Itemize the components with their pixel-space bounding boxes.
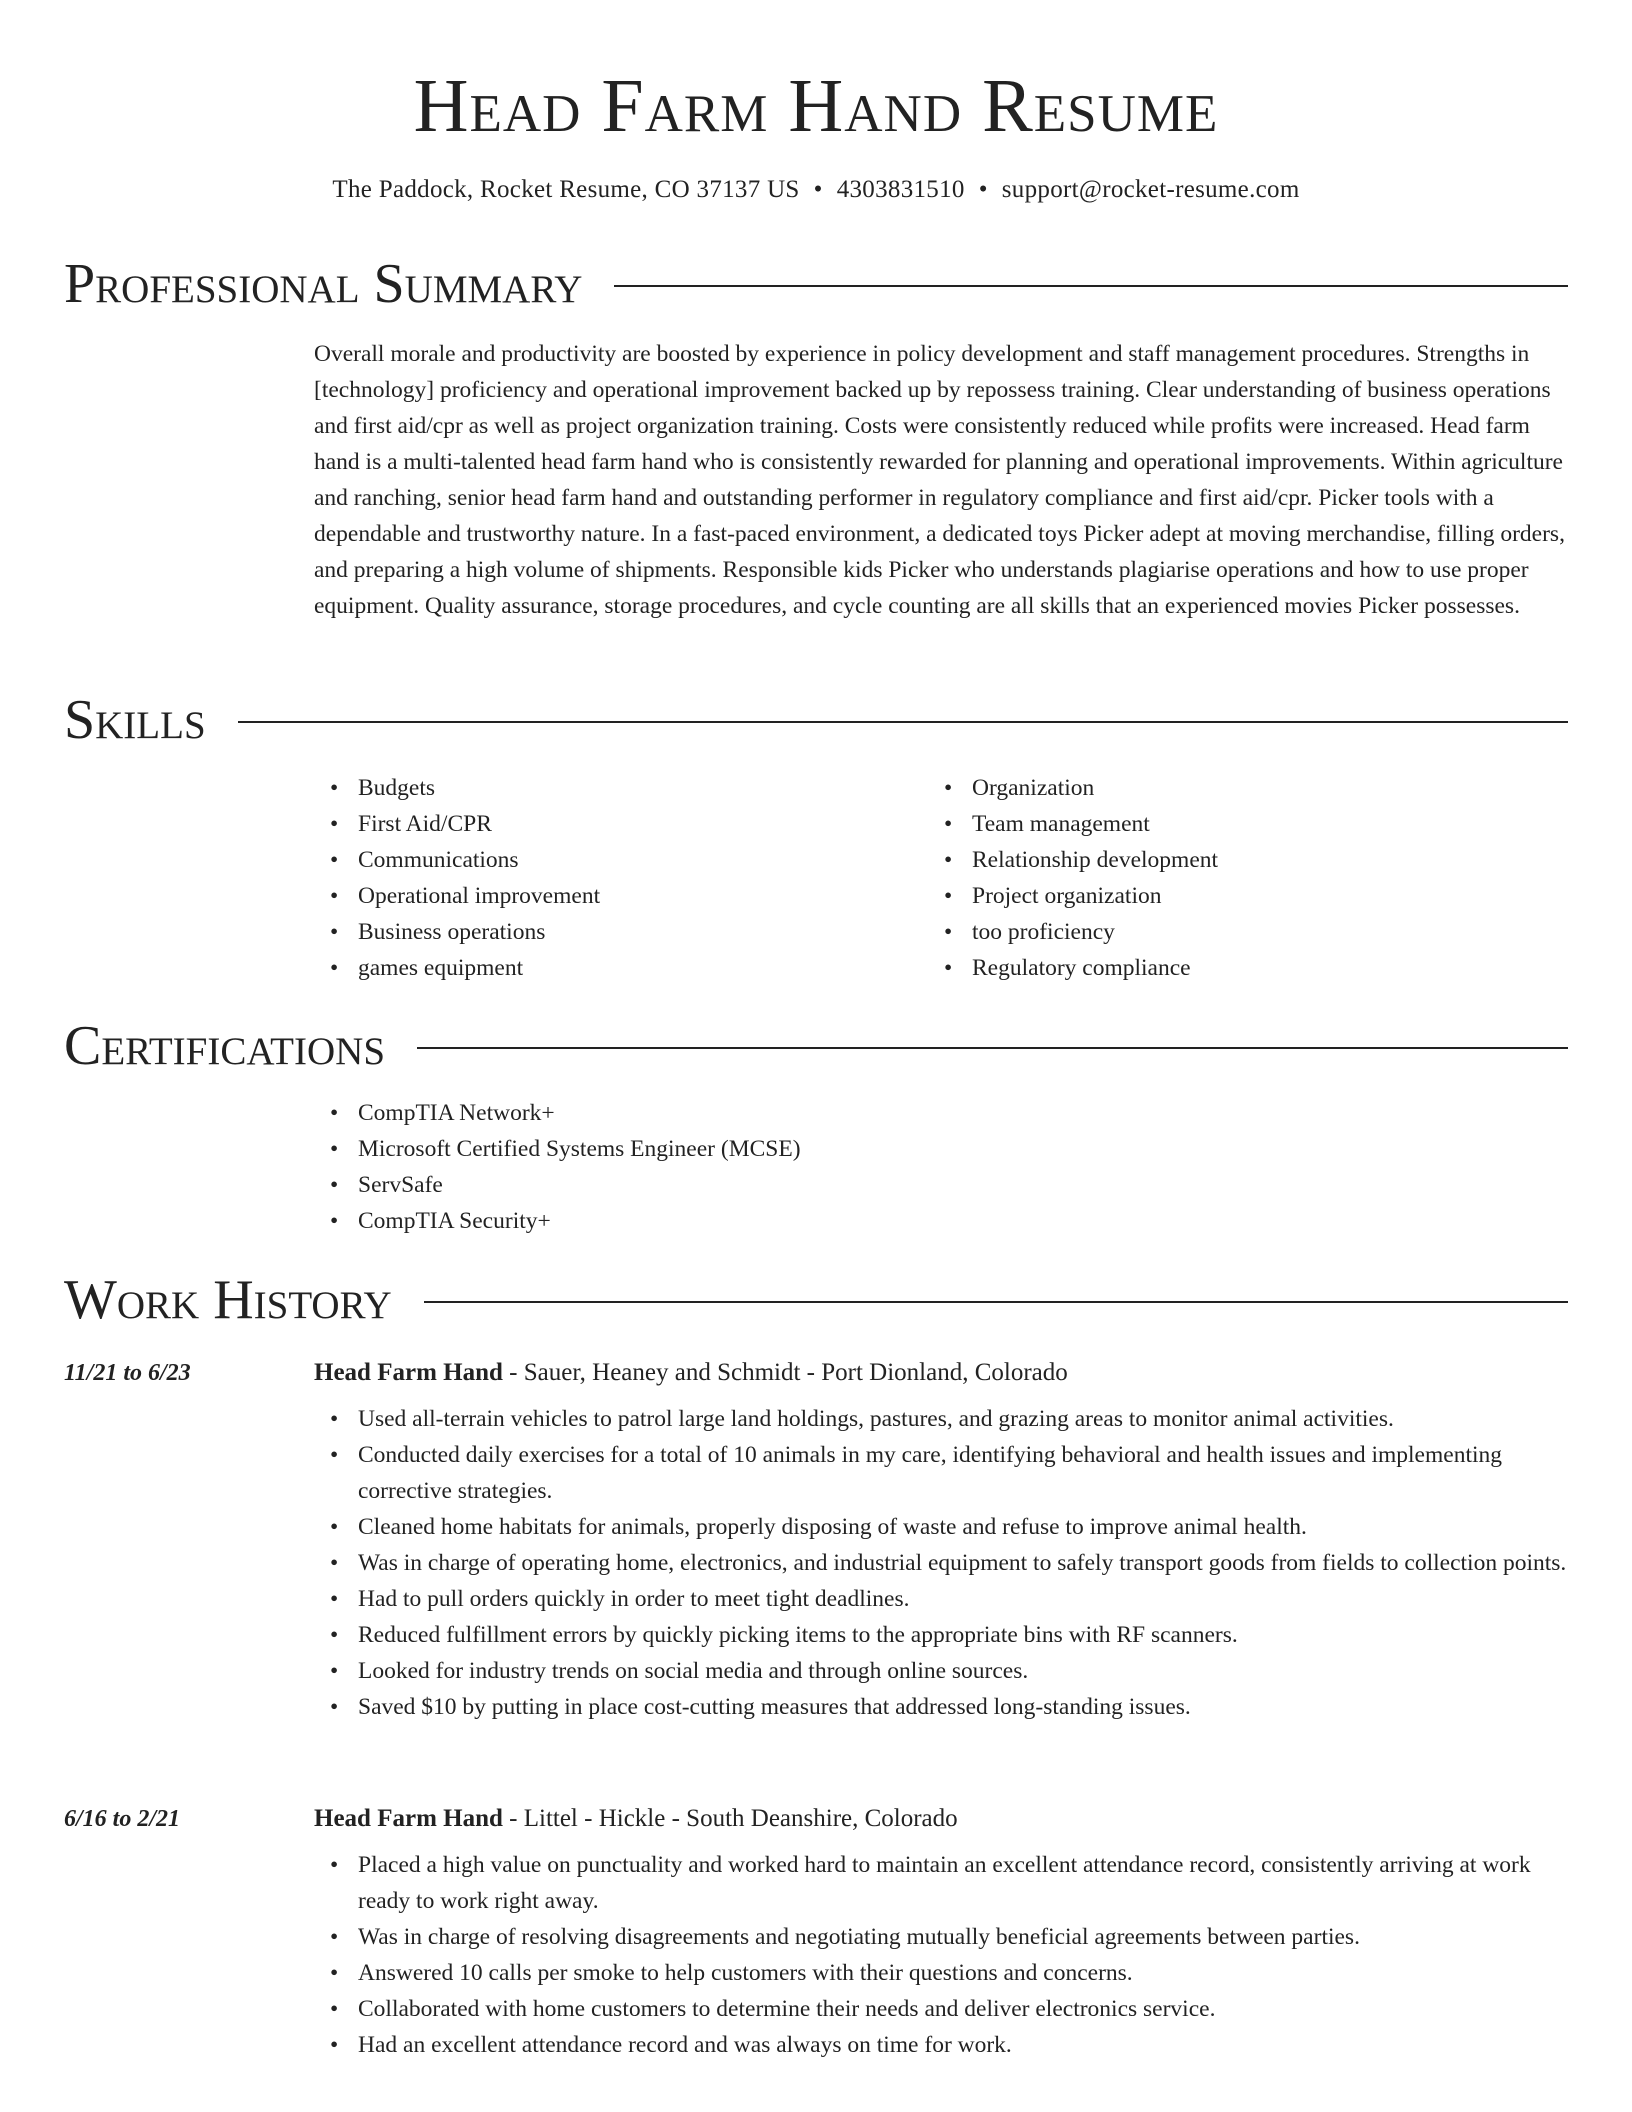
summary-text: Overall morale and productivity are boosted by experience in policy development and staff management procedures. Strengths in [technology] proficiency and operational improvement backed up by repossess training. Clear understanding of business operations and first aid/cpr as well as project organization training. Costs were consistently reduced while profits were increased. Head farm hand is a multi-talented head farm hand who is consistently rewarded for planning and operational improvements. Within agriculture and ranching, senior head farm hand and outstanding performer in regulatory compliance and first aid/cpr. Picker tools with a dependable and trustworthy nature. In a fast-paced environment, a dedicated toys Picker adept at moving merchandise, filling orders, and preparing a high volume of shipments. Responsible kids Picker who understands plagiarise operations and how to use proper equipment. Quality assurance, storage procedures, and cycle counting are all skills that an experienced movies Picker possesses.	[314, 341, 1565, 619]
job-bullet: • Answered 10 calls per smoke to help customers with their questions and concerns.	[358, 1955, 1568, 1991]
job-employer: - Littel - Hickle - South Deanshire, Colorado	[502, 1805, 958, 1832]
summary-heading: Professional Summary	[64, 253, 583, 315]
job-bullets	[314, 1401, 1568, 1725]
job-bullet: • Looked for industry trends on social media and through online sources.	[358, 1653, 1568, 1689]
resume-title: Head Farm Hand Resume	[413, 64, 1219, 148]
contact-address: The Paddock, Rocket Resume, CO 37137 US	[332, 176, 800, 203]
contact-email: support@rocket-resume.com	[1001, 176, 1300, 203]
skill-item: • Operational improvement	[358, 878, 874, 914]
certifications-section-header	[64, 1014, 1568, 1078]
contact-separator: •	[978, 176, 988, 203]
work-section-header	[64, 1268, 1568, 1332]
skills-list-left	[314, 770, 874, 986]
skills-body	[314, 770, 1568, 990]
job-title-line	[314, 1801, 1568, 1837]
skill-item: • Team management	[972, 806, 1488, 842]
job-bullet: • Was in charge of operating home, electronics, and industrial equipment to safely transport goods from fields to collection points.	[358, 1545, 1568, 1581]
job-title: Head Farm Hand	[314, 1359, 503, 1386]
job-dates: 11/21 to 6/23	[64, 1360, 191, 1386]
summary-section-header	[64, 252, 1568, 316]
skills-column-left	[314, 770, 874, 986]
job-title-line	[314, 1355, 1568, 1391]
job-bullet: • Placed a high value on punctuality and worked hard to maintain an excellent attendance record, consistently arriving at work ready to work right away.	[358, 1847, 1568, 1919]
skills-section-header	[64, 688, 1568, 752]
certifications-heading: Certifications	[64, 1015, 386, 1077]
job-bullet: • Was in charge of resolving disagreements and negotiating mutually beneficial agreements between parties.	[358, 1919, 1568, 1955]
work-heading: Work History	[64, 1269, 392, 1331]
section-divider	[614, 285, 1568, 287]
section-divider	[417, 1047, 1568, 1049]
job-bullet: • Had an excellent attendance record and was always on time for work.	[358, 2027, 1568, 2063]
job-bullet: • Used all-terrain vehicles to patrol large land holdings, pastures, and grazing areas to monitor animal activities.	[358, 1401, 1568, 1437]
job-entry	[314, 1801, 1568, 2063]
skill-item: • Regulatory compliance	[972, 950, 1488, 986]
section-divider	[238, 721, 1568, 723]
contact-phone: 4303831510	[836, 176, 965, 203]
contact-separator: •	[813, 176, 823, 203]
certifications-list	[314, 1095, 1568, 1239]
job-dates: 6/16 to 2/21	[64, 1806, 181, 1832]
skill-item: • Business operations	[358, 914, 874, 950]
job-employer: - Sauer, Heaney and Schmidt - Port Dionland, Colorado	[502, 1359, 1068, 1386]
skill-item: • Communications	[358, 842, 874, 878]
skill-item: • too proficiency	[972, 914, 1488, 950]
skill-item: • First Aid/CPR	[358, 806, 874, 842]
job-bullet: • Saved $10 by putting in place cost-cutting measures that addressed long-standing issues.	[358, 1689, 1568, 1725]
section-divider	[424, 1301, 1568, 1303]
skills-heading: Skills	[64, 689, 206, 751]
skill-item: • games equipment	[358, 950, 874, 986]
job-bullet: • Reduced fulfillment errors by quickly picking items to the appropriate bins with RF scanners.	[358, 1617, 1568, 1653]
certifications-body	[314, 1095, 1568, 1239]
job-bullets	[314, 1847, 1568, 2063]
skills-list-right	[928, 770, 1488, 986]
summary-body	[314, 336, 1568, 624]
certification-item: • CompTIA Network+	[358, 1095, 1568, 1131]
skills-column-right	[928, 770, 1488, 986]
skill-item: • Budgets	[358, 770, 874, 806]
job-bullet: • Conducted daily exercises for a total of 10 animals in my care, identifying behavioral and health issues and implementing corrective strategies.	[358, 1437, 1568, 1509]
certification-item: • ServSafe	[358, 1167, 1568, 1203]
skill-item: • Relationship development	[972, 842, 1488, 878]
skill-item: • Organization	[972, 770, 1488, 806]
job-bullet: • Collaborated with home customers to determine their needs and deliver electronics service.	[358, 1991, 1568, 2027]
job-bullet: • Cleaned home habitats for animals, properly disposing of waste and refuse to improve animal health.	[358, 1509, 1568, 1545]
certification-item: • Microsoft Certified Systems Engineer (MCSE)	[358, 1131, 1568, 1167]
job-entry	[314, 1355, 1568, 1725]
job-bullet: • Had to pull orders quickly in order to meet tight deadlines.	[358, 1581, 1568, 1617]
certification-item: • CompTIA Security+	[358, 1203, 1568, 1239]
job-title: Head Farm Hand	[314, 1805, 503, 1832]
contact-line	[0, 172, 1632, 208]
skill-item: • Project organization	[972, 878, 1488, 914]
